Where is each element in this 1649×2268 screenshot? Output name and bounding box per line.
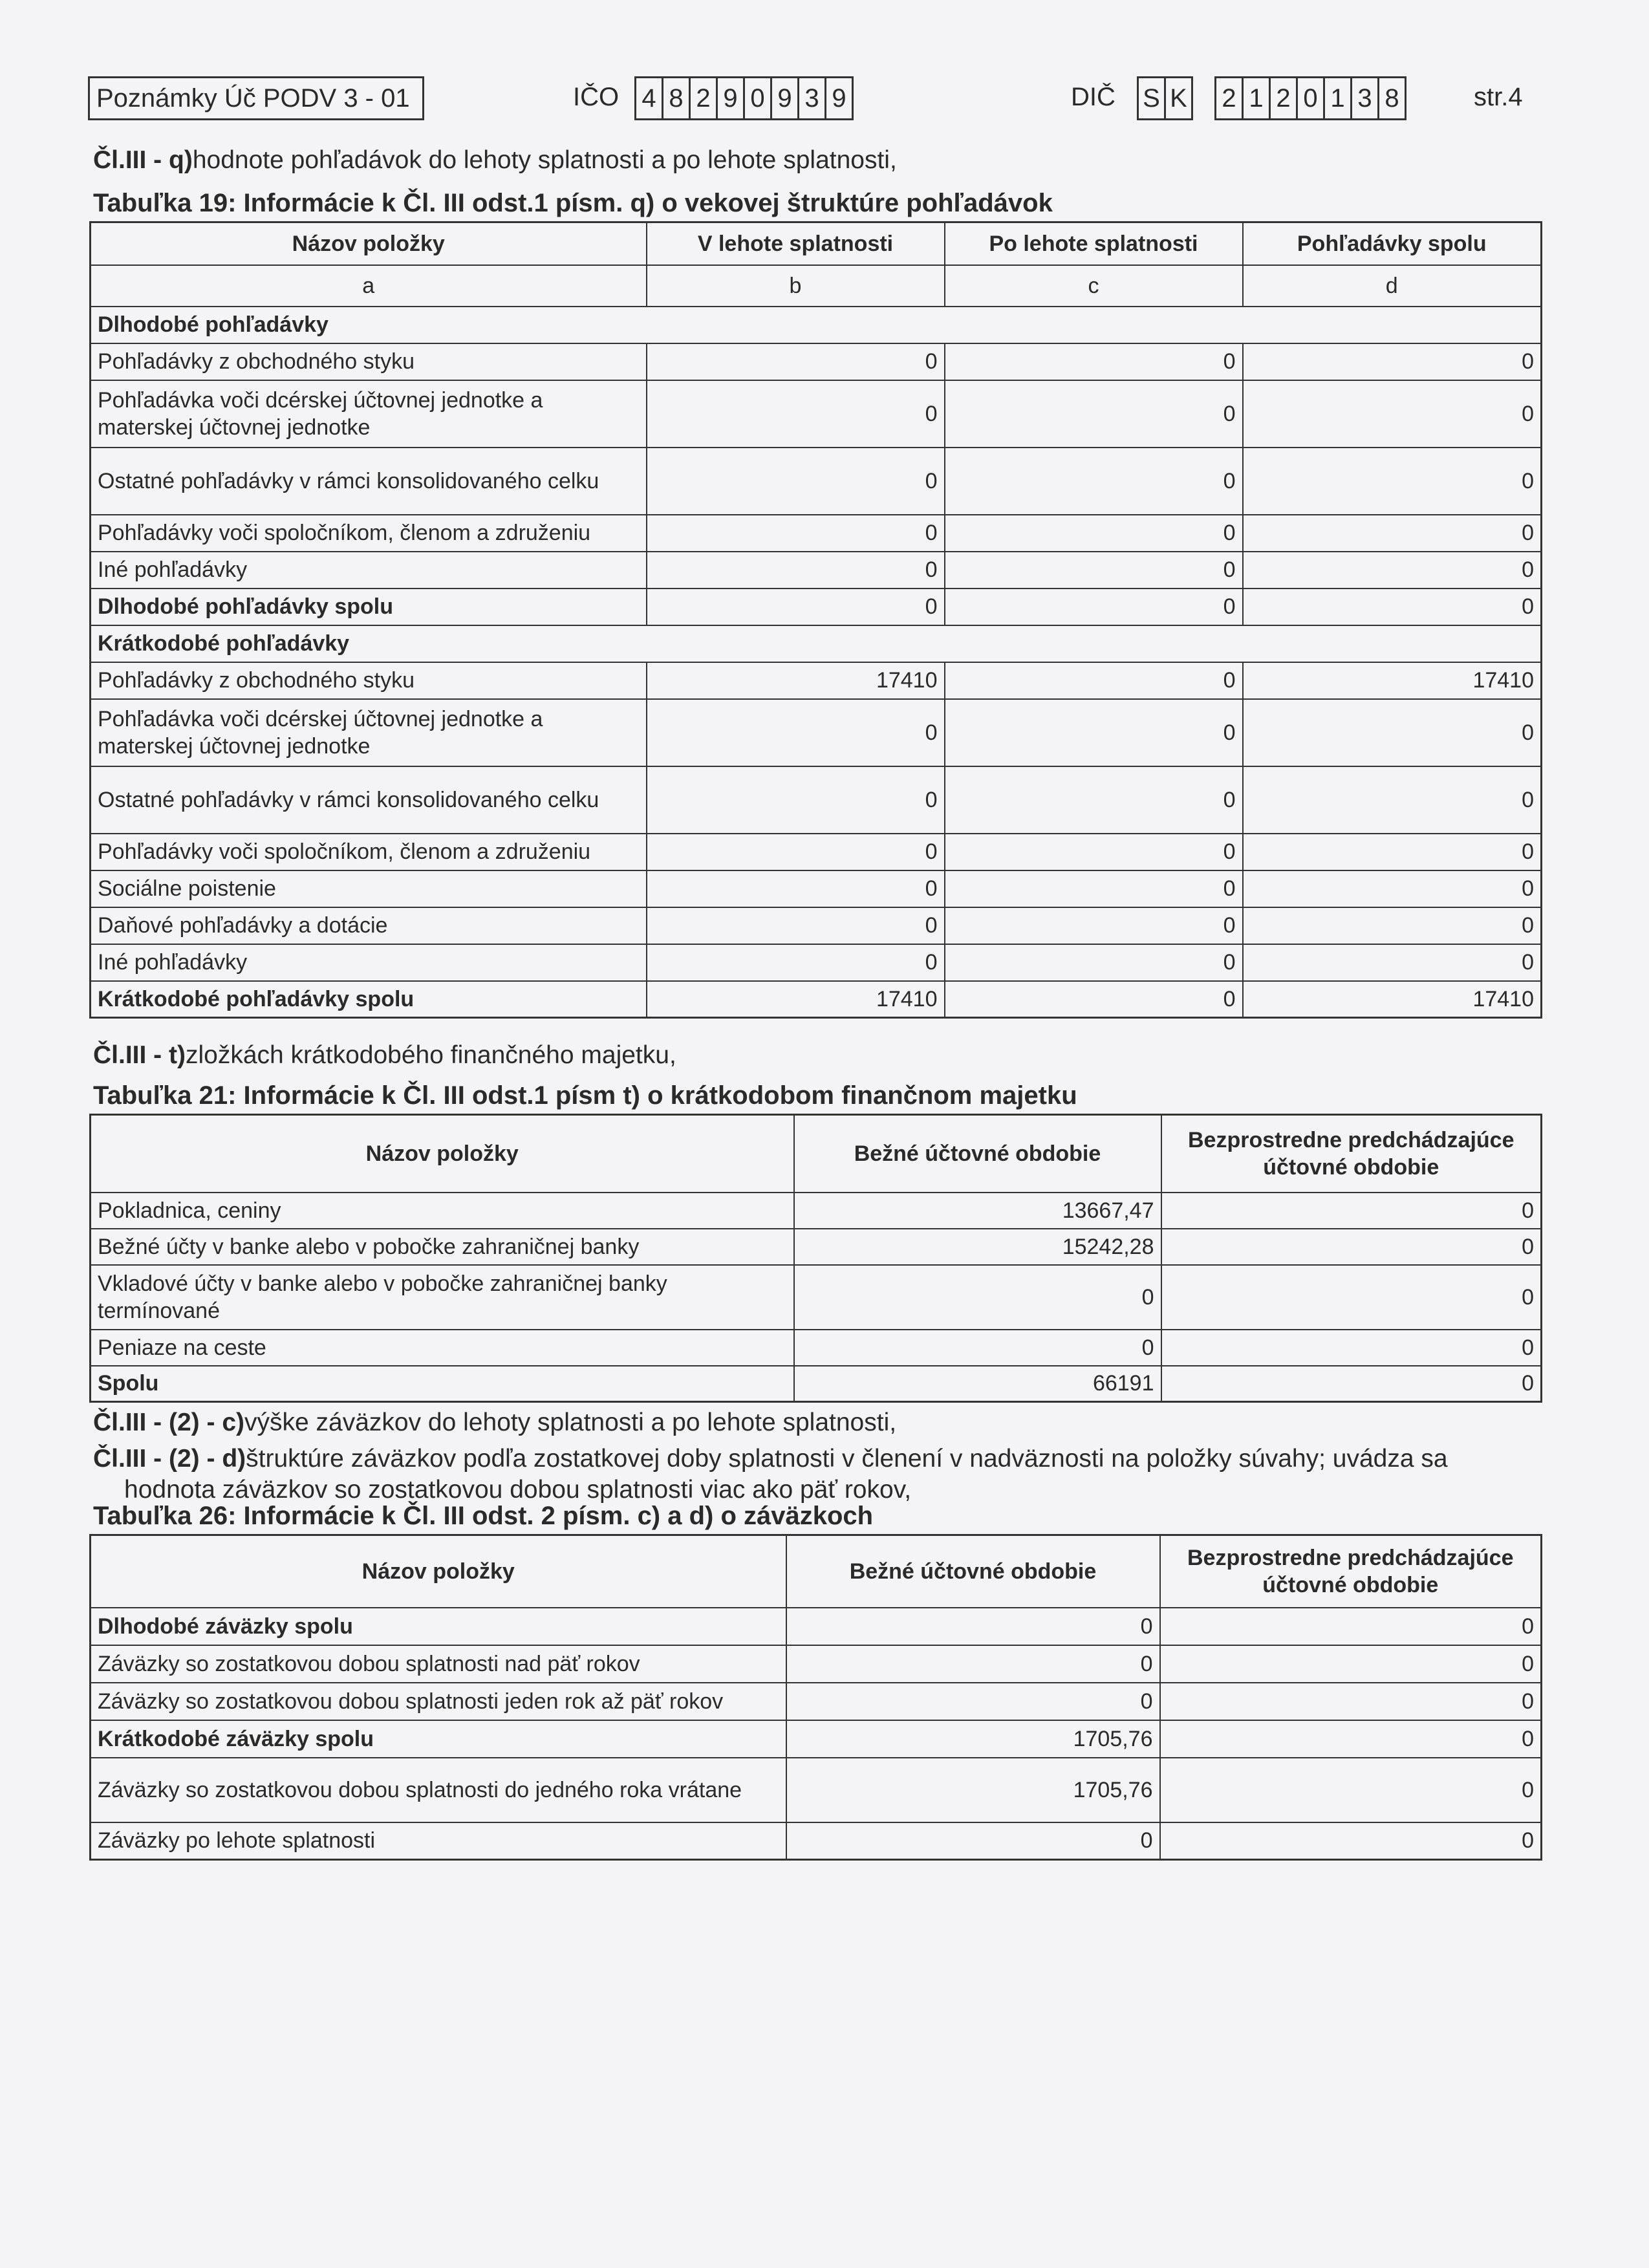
table-row	[91, 380, 1542, 448]
cell-current-period: 66191	[794, 1366, 1161, 1402]
cell-within-due: 17410	[647, 662, 945, 699]
cell-overdue: 0	[945, 380, 1243, 448]
table-26-header: Bežné účtovné obdobie	[786, 1535, 1160, 1608]
dic-digit-box: 0	[1296, 76, 1325, 120]
dic-digit-box: 3	[1350, 76, 1379, 120]
row-label: Pohľadávky z obchodného styku	[91, 343, 647, 380]
row-label: Krátkodobé pohľadávky spolu	[91, 981, 647, 1018]
cell-total: 17410	[1243, 981, 1542, 1018]
cell-previous-period: 0	[1160, 1683, 1542, 1720]
dic-prefix-box: S	[1137, 76, 1166, 120]
dic-boxes	[1139, 76, 1406, 120]
table-row	[91, 766, 1542, 834]
form-header	[88, 71, 1543, 123]
dic-digit-box: 1	[1242, 76, 1271, 120]
table-19-header: Po lehote splatnosti	[945, 222, 1243, 265]
cell-overdue: 0	[945, 589, 1243, 625]
table-row	[91, 907, 1542, 944]
cell-within-due: 0	[647, 448, 945, 515]
table-row	[91, 1683, 1542, 1720]
table-row	[91, 1608, 1542, 1645]
cell-previous-period: 0	[1161, 1265, 1542, 1330]
cell-total: 0	[1243, 766, 1542, 834]
ico-digit-box: 9	[770, 76, 799, 120]
section-d-heading	[93, 1445, 1448, 1473]
table-row	[91, 1366, 1542, 1402]
table-19-header: V lehote splatnosti	[647, 222, 945, 265]
section-d-text: štruktúre záväzkov podľa zostatkovej doby splatnosti v členení v nadväznosti na položky súvahy; uvádza sa	[246, 1445, 1448, 1473]
cell-within-due: 0	[647, 380, 945, 448]
ico-digit-box: 2	[689, 76, 718, 120]
cell-within-due: 0	[647, 766, 945, 834]
cell-within-due: 0	[647, 589, 945, 625]
table-19-title: Tabuľka 19: Informácie k Čl. III odst.1 písm. q) o vekovej štruktúre pohľadávok	[93, 189, 1053, 217]
ico-boxes	[636, 76, 854, 120]
cell-total: 0	[1243, 515, 1542, 552]
row-label: Spolu	[91, 1366, 794, 1402]
cell-overdue: 0	[945, 834, 1243, 870]
row-label: Daňové pohľadávky a dotácie	[91, 907, 647, 944]
cell-overdue: 0	[945, 662, 1243, 699]
table-21-header: Bežné účtovné obdobie	[794, 1115, 1161, 1193]
row-label: Vkladové účty v banke alebo v pobočke zahraničnej banky termínované	[91, 1265, 794, 1330]
table-group-row	[91, 307, 1542, 343]
ico-digit-box: 9	[716, 76, 745, 120]
cell-previous-period: 0	[1160, 1758, 1542, 1822]
table-row	[91, 1265, 1542, 1330]
cell-within-due: 0	[647, 343, 945, 380]
table-row	[91, 834, 1542, 870]
row-label: Dlhodobé pohľadávky spolu	[91, 589, 647, 625]
table-21-title: Tabuľka 21: Informácie k Čl. III odst.1 písm t) o krátkodobom finančnom majetku	[93, 1081, 1077, 1110]
row-label: Pohľadávky voči spoločníkom, členom a združeniu	[91, 515, 647, 552]
section-d-ref: Čl.III - (2) - d)	[93, 1445, 246, 1473]
cell-overdue: 0	[945, 907, 1243, 944]
table-row	[91, 1720, 1542, 1758]
section-t-ref: Čl.III - t)	[93, 1041, 186, 1069]
cell-total: 0	[1243, 343, 1542, 380]
section-c-text: výške záväzkov do lehoty splatnosti a po lehote splatnosti,	[244, 1409, 897, 1436]
cell-total: 0	[1243, 380, 1542, 448]
cell-within-due: 0	[647, 552, 945, 589]
column-letter: d	[1243, 265, 1542, 307]
page-number: str.4	[1474, 83, 1523, 111]
row-label: Pohľadávky voči spoločníkom, členom a združeniu	[91, 834, 647, 870]
row-label: Záväzky so zostatkovou dobou splatnosti jeden rok až päť rokov	[91, 1683, 786, 1720]
row-label: Dlhodobé pohľadávky	[91, 307, 1542, 343]
table-19-header: Pohľadávky spolu	[1243, 222, 1542, 265]
cell-total: 0	[1243, 589, 1542, 625]
cell-within-due: 0	[647, 515, 945, 552]
row-label: Pohľadávky z obchodného styku	[91, 662, 647, 699]
table-row	[91, 1645, 1542, 1683]
table-row	[91, 1758, 1542, 1822]
dic-digit-box: 2	[1269, 76, 1298, 120]
cell-overdue: 0	[945, 766, 1243, 834]
column-letter: b	[647, 265, 945, 307]
ico-digit-box: 9	[824, 76, 854, 120]
cell-current-period: 0	[786, 1683, 1160, 1720]
section-q-ref: Čl.III - q)	[93, 146, 193, 174]
cell-current-period: 0	[786, 1822, 1160, 1860]
cell-within-due: 0	[647, 944, 945, 981]
dic-digit-box: 2	[1214, 76, 1244, 120]
table-row	[91, 944, 1542, 981]
section-t-heading	[93, 1041, 676, 1070]
cell-previous-period: 0	[1160, 1608, 1542, 1645]
ico-digit-box: 4	[634, 76, 663, 120]
table-row	[91, 1229, 1542, 1265]
table-26	[89, 1534, 1542, 1861]
dic-digit-box: 8	[1377, 76, 1406, 120]
cell-current-period: 13667,47	[794, 1193, 1161, 1229]
cell-current-period: 0	[786, 1608, 1160, 1645]
table-row	[91, 981, 1542, 1018]
row-label: Záväzky so zostatkovou dobou splatnosti do jedného roka vrátane	[91, 1758, 786, 1822]
cell-within-due: 0	[647, 834, 945, 870]
row-label: Pokladnica, ceniny	[91, 1193, 794, 1229]
cell-previous-period: 0	[1160, 1822, 1542, 1860]
row-label: Bežné účty v banke alebo v pobočke zahraničnej banky	[91, 1229, 794, 1265]
table-row	[91, 515, 1542, 552]
cell-previous-period: 0	[1161, 1193, 1542, 1229]
cell-current-period: 1705,76	[786, 1720, 1160, 1758]
row-label: Sociálne poistenie	[91, 870, 647, 907]
form-identifier: Poznámky Úč PODV 3 - 01	[88, 76, 424, 120]
row-label: Iné pohľadávky	[91, 552, 647, 589]
row-label: Peniaze na ceste	[91, 1330, 794, 1366]
dic-spacer	[1193, 76, 1216, 120]
table-row	[91, 552, 1542, 589]
table-26-header-row	[91, 1535, 1542, 1608]
row-label: Dlhodobé záväzky spolu	[91, 1608, 786, 1645]
cell-overdue: 0	[945, 552, 1243, 589]
cell-overdue: 0	[945, 981, 1243, 1018]
table-26-title: Tabuľka 26: Informácie k Čl. III odst. 2 písm. c) a d) o záväzkoch	[93, 1502, 874, 1530]
ico-digit-box: 0	[743, 76, 772, 120]
cell-previous-period: 0	[1161, 1330, 1542, 1366]
table-row	[91, 448, 1542, 515]
row-label: Ostatné pohľadávky v rámci konsolidovaného celku	[91, 766, 647, 834]
table-21-header-row	[91, 1115, 1542, 1193]
table-21-header: Bezprostredne predchádzajúce účtovné obdobie	[1161, 1115, 1542, 1193]
row-label: Krátkodobé pohľadávky	[91, 625, 1542, 662]
cell-current-period: 0	[794, 1265, 1161, 1330]
cell-total: 0	[1243, 907, 1542, 944]
table-group-row	[91, 625, 1542, 662]
row-label: Ostatné pohľadávky v rámci konsolidovaného celku	[91, 448, 647, 515]
row-label: Krátkodobé záväzky spolu	[91, 1720, 786, 1758]
cell-overdue: 0	[945, 515, 1243, 552]
table-21-header: Názov položky	[91, 1115, 794, 1193]
cell-total: 0	[1243, 552, 1542, 589]
table-row	[91, 699, 1542, 766]
cell-within-due: 0	[647, 870, 945, 907]
row-label: Záväzky so zostatkovou dobou splatnosti nad päť rokov	[91, 1645, 786, 1683]
cell-previous-period: 0	[1160, 1720, 1542, 1758]
table-26-header: Bezprostredne predchádzajúce účtovné obdobie	[1160, 1535, 1542, 1608]
cell-previous-period: 0	[1161, 1366, 1542, 1402]
row-label: Záväzky po lehote splatnosti	[91, 1822, 786, 1860]
cell-current-period: 0	[794, 1330, 1161, 1366]
table-19-letter-row	[91, 265, 1542, 307]
cell-overdue: 0	[945, 870, 1243, 907]
column-letter: c	[945, 265, 1243, 307]
section-c-ref: Čl.III - (2) - c)	[93, 1409, 244, 1436]
cell-total: 0	[1243, 944, 1542, 981]
table-row	[91, 1193, 1542, 1229]
section-q-heading	[93, 146, 897, 175]
table-19-header: Názov položky	[91, 222, 647, 265]
table-26-header: Názov položky	[91, 1535, 786, 1608]
ico-label: IČO	[573, 83, 620, 111]
cell-overdue: 0	[945, 699, 1243, 766]
column-letter: a	[91, 265, 647, 307]
cell-within-due: 0	[647, 699, 945, 766]
row-label: Iné pohľadávky	[91, 944, 647, 981]
cell-current-period: 0	[786, 1645, 1160, 1683]
cell-total: 0	[1243, 870, 1542, 907]
table-row	[91, 1822, 1542, 1860]
table-row	[91, 662, 1542, 699]
ico-digit-box: 8	[662, 76, 691, 120]
cell-total: 0	[1243, 834, 1542, 870]
cell-within-due: 0	[647, 907, 945, 944]
cell-total: 0	[1243, 699, 1542, 766]
dic-label: DIČ	[1071, 83, 1116, 111]
cell-current-period: 1705,76	[786, 1758, 1160, 1822]
table-row	[91, 1330, 1542, 1366]
cell-previous-period: 0	[1161, 1229, 1542, 1265]
cell-overdue: 0	[945, 343, 1243, 380]
dic-prefix-box: K	[1164, 76, 1193, 120]
table-19	[89, 221, 1542, 1019]
row-label: Pohľadávka voči dcérskej účtovnej jednotke a materskej účtovnej jednotke	[91, 699, 647, 766]
cell-previous-period: 0	[1160, 1645, 1542, 1683]
cell-overdue: 0	[945, 944, 1243, 981]
row-label: Pohľadávka voči dcérskej účtovnej jednotke a materskej účtovnej jednotke	[91, 380, 647, 448]
table-row	[91, 343, 1542, 380]
dic-digit-box: 1	[1323, 76, 1352, 120]
table-row	[91, 589, 1542, 625]
cell-current-period: 15242,28	[794, 1229, 1161, 1265]
cell-within-due: 17410	[647, 981, 945, 1018]
section-c-heading	[93, 1409, 896, 1437]
ico-digit-box: 3	[797, 76, 826, 120]
table-row	[91, 870, 1542, 907]
table-19-header-row	[91, 222, 1542, 265]
section-t-text: zložkách krátkodobého finančného majetku,	[185, 1041, 676, 1069]
cell-total: 17410	[1243, 662, 1542, 699]
section-q-text: hodnote pohľadávok do lehoty splatnosti a po lehote splatnosti,	[192, 146, 897, 174]
cell-overdue: 0	[945, 448, 1243, 515]
cell-total: 0	[1243, 448, 1542, 515]
section-d-text-continued: hodnota záväzkov so zostatkovou dobou splatnosti viac ako päť rokov,	[124, 1476, 912, 1504]
table-21	[89, 1114, 1542, 1403]
